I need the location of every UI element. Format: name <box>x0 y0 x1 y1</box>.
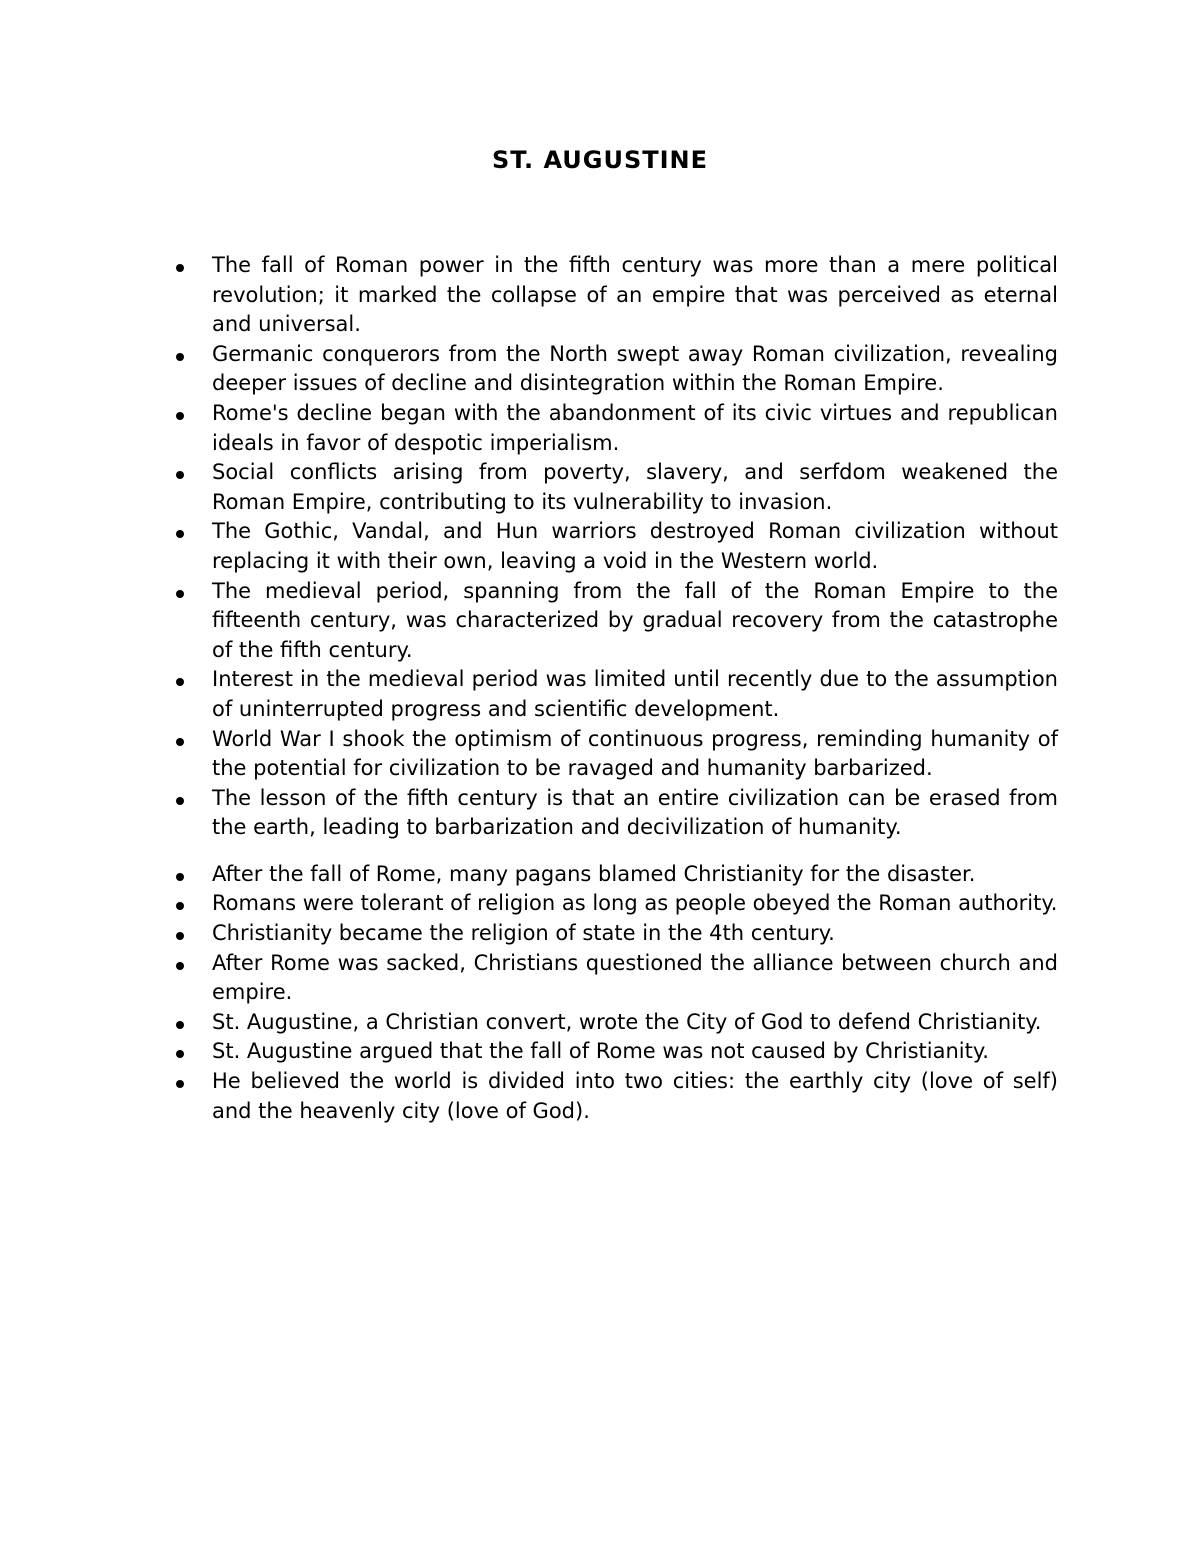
bullet-icon <box>176 1080 184 1088</box>
list-item-text: He believed the world is divided into two cities: the earthly city (love of self) and the heavenly city (love of God). <box>212 1069 1058 1123</box>
list-item <box>212 1008 1058 1038</box>
list-item-text: The Gothic, Vandal, and Hun warriors destroyed Roman civilization without replacing it with their own, leaving a void in the Western world. <box>212 519 1058 573</box>
bullet-icon <box>176 932 184 940</box>
list-item <box>212 919 1058 949</box>
list-item <box>212 251 1058 340</box>
bullet-icon <box>176 1050 184 1058</box>
list-item-text: St. Augustine argued that the fall of Rome was not caused by Christianity. <box>212 1039 989 1064</box>
list-item <box>212 399 1058 458</box>
list-item <box>212 577 1058 666</box>
bullet-icon <box>176 678 184 686</box>
list-item-text: Rome's decline began with the abandonment of its civic virtues and republican ideals in favor of despotic imperialism. <box>212 400 1058 455</box>
list-item <box>212 517 1058 576</box>
list-item <box>212 340 1058 399</box>
bullet-list <box>212 251 1058 1126</box>
bullet-icon <box>176 353 184 361</box>
list-item-text: The fall of Roman power in the fifth century was more than a mere political revolution; it marked the collapse of an empire that was perceived as eternal and universal. <box>212 253 1058 337</box>
list-item <box>212 1067 1058 1126</box>
bullet-icon <box>176 264 184 272</box>
bullet-icon <box>176 738 184 746</box>
list-item-text: World War I shook the optimism of continuous progress, reminding humanity of the potential for civilization to be ravaged and humanity barbarized. <box>212 726 1058 781</box>
bullet-icon <box>176 962 184 970</box>
list-item-text: After Rome was sacked, Christians questioned the alliance between church and empire. <box>212 950 1058 1005</box>
list-item-text: The lesson of the fifth century is that an entire civilization can be erased from the earth, leading to barbarization and decivilization of humanity. <box>212 785 1058 840</box>
list-item-text: Christianity became the religion of state in the 4th century. <box>212 921 835 946</box>
list-item <box>212 889 1058 919</box>
list-item <box>212 665 1058 724</box>
bullet-icon <box>176 412 184 420</box>
list-item <box>212 784 1058 843</box>
list-item <box>212 949 1058 1008</box>
bullet-icon <box>176 797 184 805</box>
bullet-icon <box>176 873 184 881</box>
list-item-text: Romans were tolerant of religion as long as people obeyed the Roman authority. <box>212 891 1058 916</box>
bullet-icon <box>176 471 184 479</box>
list-item <box>212 860 1058 890</box>
bullet-icon <box>176 902 184 910</box>
page-title: ST. AUGUSTINE <box>491 146 709 174</box>
list-item-text: After the fall of Rome, many pagans blamed Christianity for the disaster. <box>212 861 976 886</box>
list-item-text: The medieval period, spanning from the fall of the Roman Empire to the fifteenth century, was characterized by gradual recovery from the catastrophe of the fifth century. <box>212 578 1058 662</box>
list-item <box>212 458 1058 517</box>
list-item <box>212 725 1058 784</box>
bullet-icon <box>176 530 184 538</box>
bullet-icon <box>176 1021 184 1029</box>
list-item-text: St. Augustine, a Christian convert, wrote the City of God to defend Christianity. <box>212 1009 1042 1034</box>
bullet-icon <box>176 590 184 598</box>
list-item-text: Social conflicts arising from poverty, slavery, and serfdom weakened the Roman Empire, contributing to its vulnerability to invasion. <box>212 460 1058 514</box>
list-item <box>212 1037 1058 1067</box>
list-item-text: Interest in the medieval period was limited until recently due to the assumption of uninterrupted progress and scientific development. <box>212 667 1058 721</box>
list-item-text: Germanic conquerors from the North swept away Roman civilization, revealing deeper issues of decline and disintegration within the Roman Empire. <box>212 341 1058 396</box>
